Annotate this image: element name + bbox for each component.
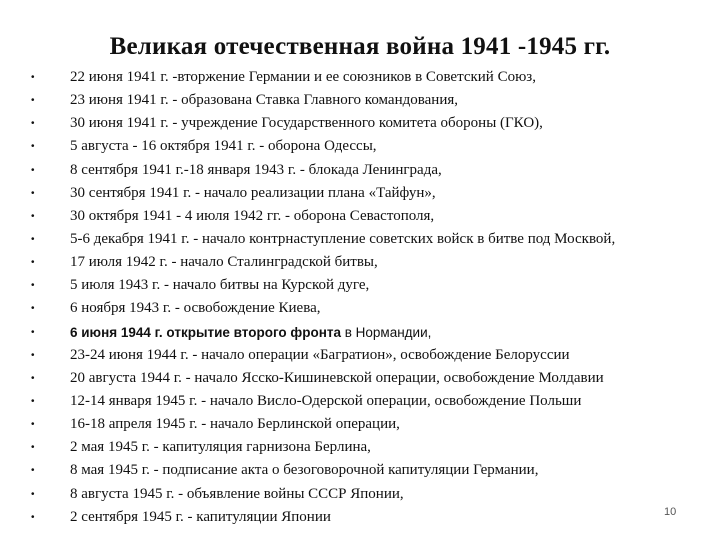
bullet-icon: •: [31, 419, 35, 431]
list-item: [0, 112, 700, 135]
bullet-icon: •: [31, 303, 35, 315]
list-item: [0, 274, 700, 297]
event-highlight: 6 июня 1944 г. открытие второго фронта: [70, 324, 341, 340]
event-text: 8 августа 1945 г. - объявление войны СССР Японии,: [70, 485, 404, 502]
list-item: [0, 182, 700, 205]
list-item: [0, 89, 700, 112]
list-item: [0, 506, 700, 529]
event-text: 23-24 июня 1944 г. - начало операции «Багратион», освобождение Белоруссии: [70, 346, 570, 363]
bullet-icon: •: [31, 442, 35, 454]
bullet-icon: •: [31, 488, 35, 500]
bullet-icon: •: [31, 395, 35, 407]
bullet-icon: •: [31, 72, 35, 83]
bullet-icon: •: [31, 95, 35, 107]
list-item: [0, 251, 700, 274]
list-item: [0, 390, 700, 413]
event-text: 16-18 апреля 1945 г. - начало Берлинской операции,: [70, 416, 400, 433]
list-item: [0, 436, 700, 459]
list-item: [0, 483, 700, 506]
list-item: [0, 228, 700, 251]
event-text: 8 мая 1945 г. - подписание акта о безоговорочной капитуляции Германии,: [70, 462, 539, 479]
bullet-icon: •: [31, 187, 35, 199]
list-item: [0, 135, 700, 158]
event-text: 8 сентября 1941 г.-18 января 1943 г. - блокада Ленинграда,: [70, 161, 442, 178]
event-text: 5 июля 1943 г. - начало битвы на Курской дуге,: [70, 277, 370, 294]
list-item: [0, 459, 700, 482]
slide-title: Великая отечественная война 1941 -1945 гг.: [109, 33, 611, 60]
bullet-icon: •: [31, 511, 35, 523]
bullet-icon: •: [31, 349, 35, 361]
list-item: [0, 159, 700, 182]
event-text: 2 мая 1945 г. - капитуляция гарнизона Берлина,: [70, 439, 371, 456]
event-text: 5-6 декабря 1941 г. - начало контрнаступление советских войск в битве под Москвой,: [70, 230, 616, 247]
list-item: [0, 205, 700, 228]
bullet-icon: •: [31, 233, 35, 245]
list-item: [0, 344, 700, 367]
list-item: [0, 297, 700, 320]
event-text: [70, 321, 431, 344]
list-item: [0, 367, 700, 390]
event-text: 30 октября 1941 - 4 июля 1942 гг. - оборона Севастополя,: [70, 207, 435, 224]
bullet-icon: •: [31, 118, 35, 130]
event-text-rest: в Нормандии,: [340, 324, 432, 340]
event-text: 20 августа 1944 г. - начало Ясско-Кишиневской операции, освобождение Молдавии: [70, 369, 604, 386]
bullet-icon: •: [31, 326, 35, 338]
bullet-icon: •: [31, 280, 35, 292]
bullet-icon: •: [31, 164, 35, 176]
list-item: [0, 321, 700, 344]
event-text: 2 сентября 1945 г. - капитуляции Японии: [70, 508, 331, 525]
event-text: 30 сентября 1941 г. - начало реализации плана «Тайфун»,: [70, 184, 436, 201]
bullet-icon: •: [31, 141, 35, 153]
list-item: [0, 413, 700, 436]
bullet-icon: •: [31, 372, 35, 384]
event-text: 23 июня 1941 г. - образована Ставка Главного командования,: [70, 92, 458, 109]
event-text: 12-14 января 1945 г. - начало Висло-Одерской операции, освобождение Польши: [70, 392, 582, 409]
event-text: 22 июня 1941 г. -вторжение Германии и ее союзников в Советский Союз,: [70, 69, 536, 85]
bullet-icon: •: [31, 257, 35, 269]
events-list: [0, 66, 700, 529]
event-text: 5 августа - 16 октября 1941 г. - оборона Одессы,: [70, 138, 377, 155]
event-text: 6 ноября 1943 г. - освобождение Киева,: [70, 300, 321, 317]
bullet-icon: •: [31, 465, 35, 477]
page-number: 10: [664, 506, 677, 518]
event-text: 30 июня 1941 г. - учреждение Государственного комитета обороны (ГКО),: [70, 115, 543, 132]
bullet-icon: •: [31, 210, 35, 222]
list-item: [0, 66, 700, 89]
event-text: 17 июля 1942 г. - начало Сталинградской битвы,: [70, 254, 378, 271]
